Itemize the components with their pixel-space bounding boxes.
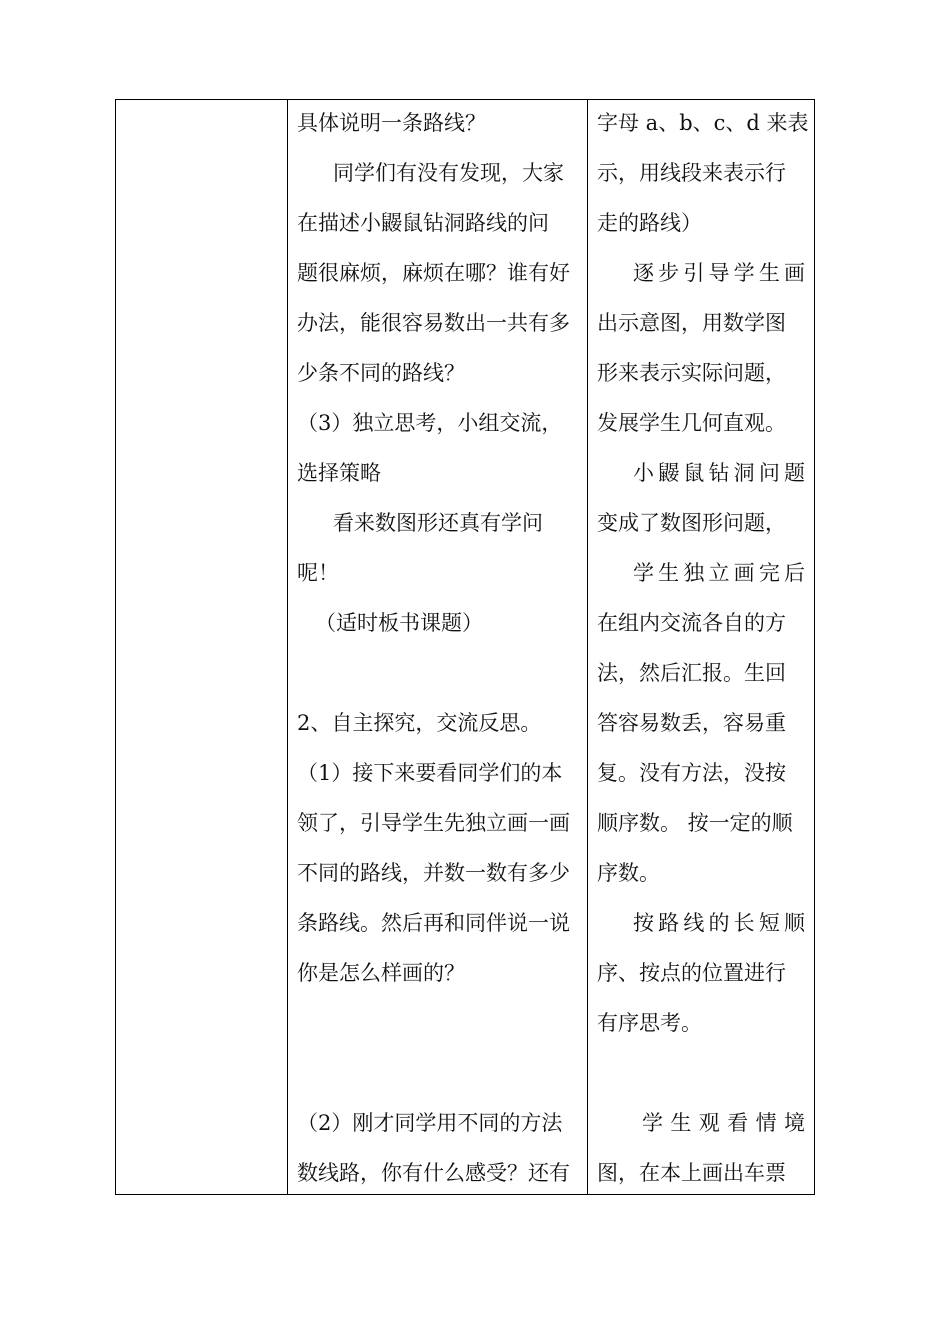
text-line: 小鼹鼠钻洞问题 — [633, 461, 805, 485]
text-line: 数线路，你有什么感受？还有 — [297, 1161, 570, 1185]
text-line: 在组内交流各自的方 — [597, 611, 786, 635]
text-line: 题很麻烦，麻烦在哪？谁有好 — [297, 261, 570, 285]
text-line: 条路线。然后再和同伴说一说 — [297, 911, 570, 935]
text-line: 形来表示实际问题， — [597, 361, 786, 385]
teaching-process-cell — [288, 100, 588, 1194]
text-line: （2）刚才同学用不同的方法 — [297, 1111, 563, 1135]
text-line: 办法，能很容易数出一共有多 — [297, 311, 570, 335]
text-line: 不同的路线，并数一数有多少 — [297, 861, 570, 885]
text-line: （3）独立思考，小组交流， — [297, 411, 563, 435]
text-line: 示，用线段来表示行 — [597, 161, 786, 185]
text-line: 发展学生几何直观。 — [597, 411, 786, 435]
text-line: （1）接下来要看同学们的本 — [297, 761, 563, 785]
text-line: 呢！ — [297, 561, 339, 585]
text-line: 领了，引导学生先独立画一画 — [297, 811, 570, 835]
text-line: 逐步引导学生画 — [633, 261, 805, 285]
text-line: 你是怎么样画的？ — [297, 961, 465, 985]
text-line: 走的路线） — [597, 211, 702, 235]
text-line: 选择策略 — [297, 461, 381, 485]
text-line: 变成了数图形问题， — [597, 511, 786, 535]
text-line: 具体说明一条路线？ — [297, 111, 486, 135]
text-line: 少条不同的路线？ — [297, 361, 465, 385]
left-column-cell — [116, 100, 288, 1194]
design-intent-cell — [588, 100, 814, 1194]
text-line: 有序思考。 — [597, 1011, 702, 1035]
text-line: 图，在本上画出车票 — [597, 1161, 786, 1185]
text-line: 法，然后汇报。生回 — [597, 661, 786, 685]
text-line: 学生观看情境 — [642, 1111, 805, 1135]
text-line: 出示意图，用数学图 — [597, 311, 786, 335]
text-line: 顺序数。 按一定的顺 — [597, 811, 793, 835]
text-line: 答容易数丢，容易重 — [597, 711, 786, 735]
text-line: 按路线的长短顺 — [633, 911, 805, 935]
text-line: （适时板书课题） — [315, 611, 483, 635]
text-line: 在描述小鼹鼠钻洞路线的问 — [297, 211, 549, 235]
text-line: 学生独立画完后 — [633, 561, 805, 585]
text-line: 看来数图形还真有学问 — [333, 511, 543, 535]
text-line: 序、按点的位置进行 — [597, 961, 786, 985]
text-line: 2、自主探究，交流反思。 — [297, 711, 542, 735]
text-line: 同学们有没有发现，大家 — [333, 161, 564, 185]
text-line: 复。没有方法，没按 — [597, 761, 786, 785]
lesson-table — [115, 99, 815, 1195]
text-line: 字母 a、b、c、d 来表 — [597, 111, 809, 135]
text-line: 序数。 — [597, 861, 660, 885]
